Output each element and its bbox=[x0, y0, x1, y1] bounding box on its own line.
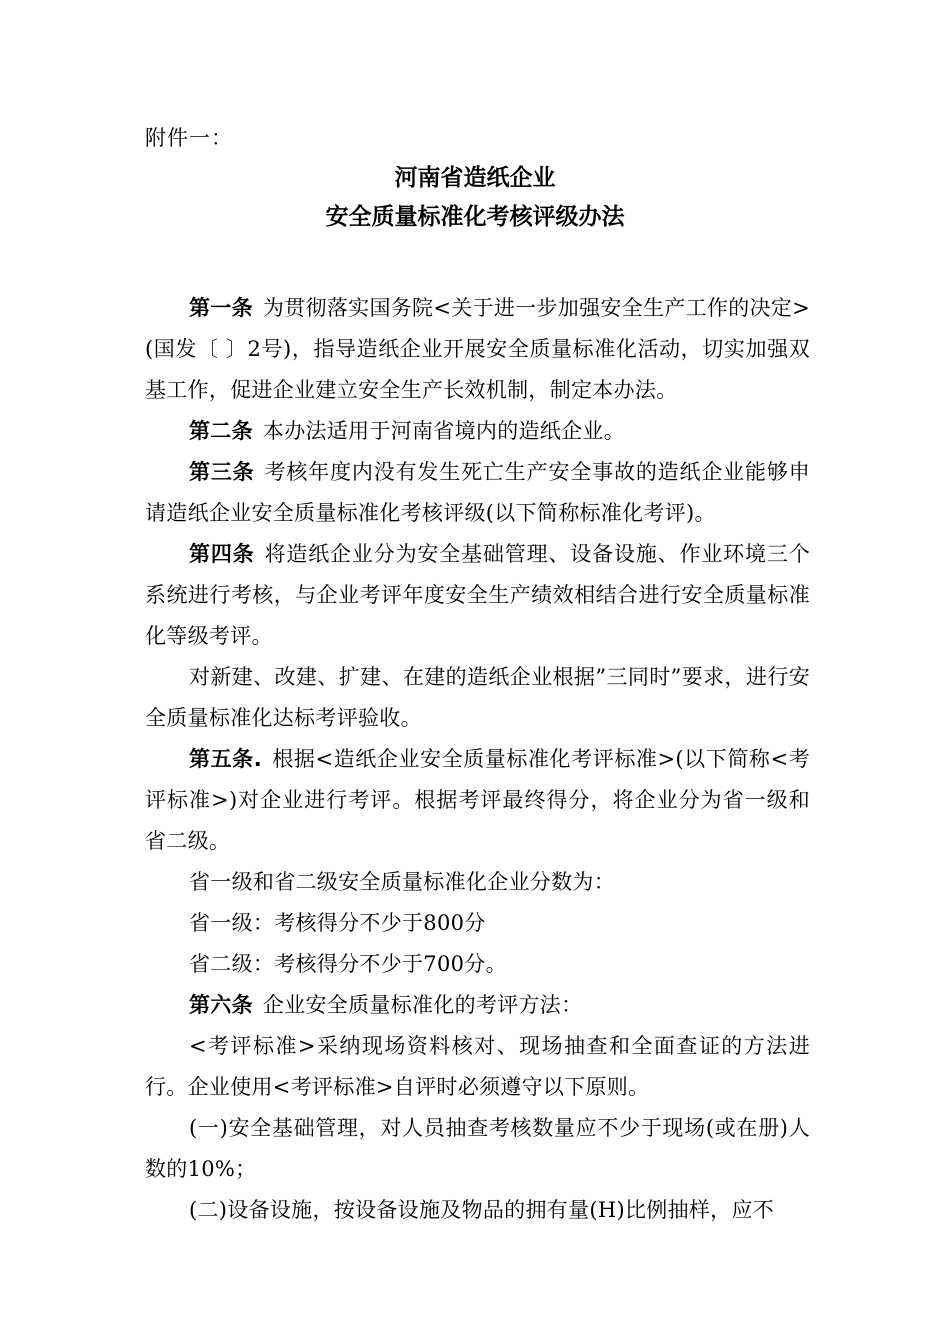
paragraph-article-6 bbox=[145, 985, 810, 1026]
paragraph-article-4 bbox=[145, 534, 810, 657]
paragraph-text: (一)安全基础管理，对人员抽查考核数量应不少于现场(或在册)人数的10%； bbox=[145, 1116, 810, 1181]
paragraph-article-1 bbox=[145, 288, 810, 411]
paragraph-article-3 bbox=[145, 452, 810, 534]
paragraph-text: 为贯彻落实国务院<关于进一步加强安全生产工作的决定>(国发〔 〕2号)，指导造纸企业开展安全质量标准化活动，切实加强双基工作，促进企业建立安全生产长效机制，制定本办法。 bbox=[145, 296, 810, 402]
paragraph-text: 将造纸企业分为安全基础管理、设备设施、作业环境三个系统进行考核，与企业考评年度安全生产绩效相结合进行安全质量标准化等级考评。 bbox=[145, 542, 811, 648]
article-label: 第六条 bbox=[189, 993, 253, 1017]
paragraph-item-1 bbox=[145, 1108, 810, 1190]
paragraph-text: (二)设备设施，按设备设施及物品的拥有量(H)比例抽样，应不 bbox=[189, 1198, 775, 1222]
article-label: 第四条 bbox=[189, 542, 255, 566]
paragraph-text: 省二级：考核得分不少于700分。 bbox=[189, 952, 507, 976]
document-title-line2: 安全质量标准化考核评级办法 bbox=[325, 204, 625, 230]
paragraph-text: 本办法适用于河南省境内的造纸企业。 bbox=[262, 419, 626, 443]
attachment-label: 附件一： bbox=[145, 126, 233, 150]
paragraph-method bbox=[145, 1026, 810, 1108]
paragraph-article-2 bbox=[145, 411, 810, 452]
document-title-line1: 河南省造纸企业 bbox=[394, 165, 556, 191]
paragraph-text: 对新建、改建、扩建、在建的造纸企业根据”三同时”要求，进行安全质量标准化达标考评验收。 bbox=[145, 665, 810, 730]
paragraph-text: 省一级和省二级安全质量标准化企业分数为： bbox=[189, 870, 615, 894]
paragraph-text: 考核年度内没有发生死亡生产安全事故的造纸企业能够申请造纸企业安全质量标准化考核评级(以下简称标准化考评)。 bbox=[145, 460, 811, 525]
article-label: 第一条 bbox=[189, 296, 253, 320]
paragraph-text: 省一级：考核得分不少于800分 bbox=[189, 911, 486, 935]
paragraph-new-construction bbox=[145, 657, 810, 739]
paragraph-text: 根据<造纸企业安全质量标准化考评标准>(以下简称<考评标准>)对企业进行考评。根据考评最终得分，将企业分为省一级和省二级。 bbox=[145, 747, 810, 853]
paragraph-text: 企业安全质量标准化的考评方法： bbox=[262, 993, 583, 1017]
article-label: 第二条 bbox=[189, 419, 253, 443]
paragraph-level-1 bbox=[145, 903, 810, 944]
paragraph-text: <考评标准>采纳现场资料核对、现场抽查和全面查证的方法进行。企业使用<考评标准>自评时必须遵守以下原则。 bbox=[145, 1034, 810, 1099]
article-label: 第五条. bbox=[189, 747, 263, 771]
paragraph-level-2 bbox=[145, 944, 810, 985]
paragraph-article-5 bbox=[145, 739, 810, 862]
document-body bbox=[145, 288, 810, 1231]
paragraph-score-intro bbox=[145, 862, 810, 903]
article-label: 第三条 bbox=[189, 460, 255, 484]
paragraph-item-2 bbox=[145, 1190, 810, 1231]
